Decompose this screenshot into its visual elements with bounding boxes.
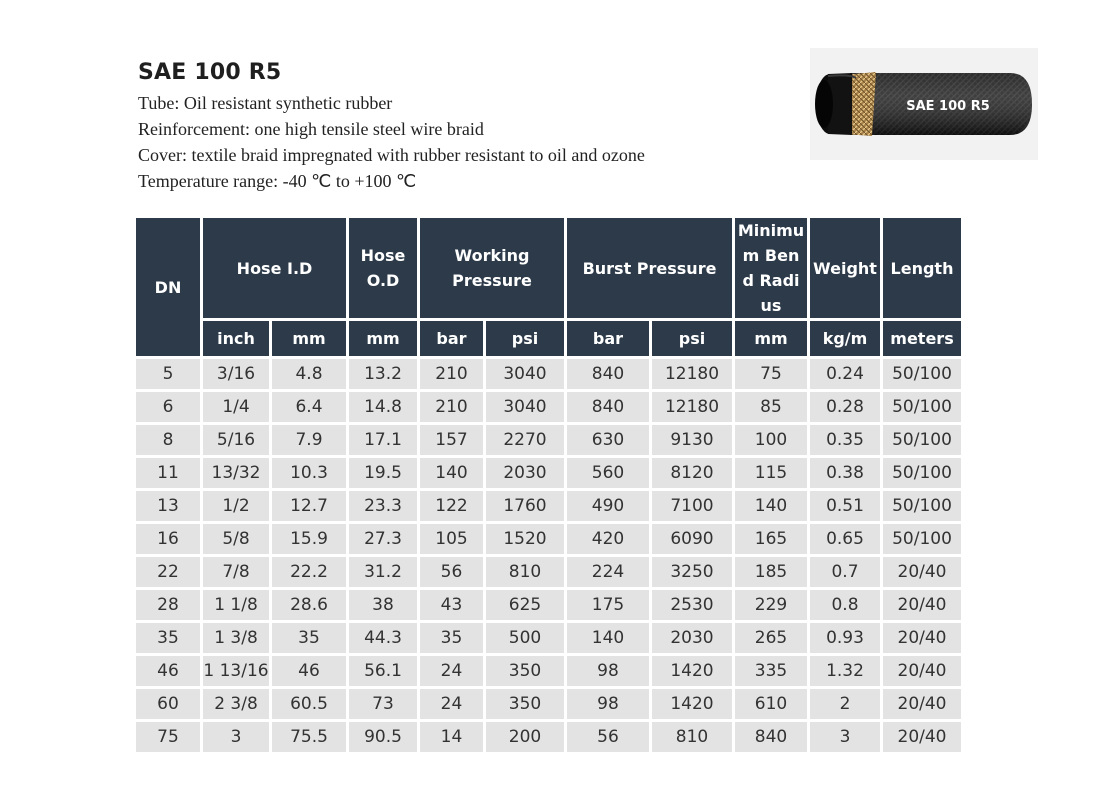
table-cell: 14 <box>420 722 483 752</box>
table-cell: 200 <box>486 722 564 752</box>
unit-kg-m: kg/m <box>810 321 880 356</box>
table-cell: 20/40 <box>883 557 961 587</box>
table-cell: 20/40 <box>883 590 961 620</box>
table-cell: 2030 <box>486 458 564 488</box>
spec-table-body <box>136 359 961 752</box>
table-cell: 60 <box>136 689 200 719</box>
table-cell: 22.2 <box>272 557 346 587</box>
table-cell: 28 <box>136 590 200 620</box>
table-cell: 0.7 <box>810 557 880 587</box>
unit-mm: mm <box>349 321 417 356</box>
col-weight: Weight <box>810 218 880 318</box>
table-cell: 8 <box>136 425 200 455</box>
table-cell: 85 <box>735 392 807 422</box>
table-cell: 44.3 <box>349 623 417 653</box>
table-cell: 35 <box>272 623 346 653</box>
spec-tube: Tube: Oil resistant synthetic rubber <box>138 93 393 113</box>
table-cell: 224 <box>567 557 649 587</box>
table-cell: 3040 <box>486 359 564 389</box>
table-cell: 610 <box>735 689 807 719</box>
table-cell: 6.4 <box>272 392 346 422</box>
table-cell: 35 <box>136 623 200 653</box>
spec-temperature: Temperature range: -40 ℃ to +100 ℃ <box>138 171 417 191</box>
table-row <box>136 425 961 455</box>
table-cell: 98 <box>567 689 649 719</box>
table-cell: 2530 <box>652 590 732 620</box>
table-cell: 24 <box>420 689 483 719</box>
table-cell: 840 <box>567 359 649 389</box>
table-cell: 100 <box>735 425 807 455</box>
table-row <box>136 590 961 620</box>
spec-cover: Cover: textile braid impregnated with rubber resistant to oil and ozone <box>138 145 645 165</box>
hose-product-image <box>810 48 1038 160</box>
table-cell: 7100 <box>652 491 732 521</box>
table-cell: 50/100 <box>883 425 961 455</box>
table-cell: 0.28 <box>810 392 880 422</box>
unit-mm: mm <box>272 321 346 356</box>
unit-meters: meters <box>883 321 961 356</box>
table-cell: 14.8 <box>349 392 417 422</box>
table-cell: 1520 <box>486 524 564 554</box>
unit-psi: psi <box>652 321 732 356</box>
table-cell: 50/100 <box>883 491 961 521</box>
table-cell: 75 <box>136 722 200 752</box>
table-cell: 2 3/8 <box>203 689 269 719</box>
table-cell: 50/100 <box>883 359 961 389</box>
table-cell: 0.93 <box>810 623 880 653</box>
table-cell: 265 <box>735 623 807 653</box>
table-cell: 5/8 <box>203 524 269 554</box>
table-cell: 0.24 <box>810 359 880 389</box>
table-row <box>136 359 961 389</box>
table-cell: 7.9 <box>272 425 346 455</box>
table-cell: 5/16 <box>203 425 269 455</box>
table-cell: 12180 <box>652 392 732 422</box>
table-cell: 60.5 <box>272 689 346 719</box>
table-cell: 50/100 <box>883 458 961 488</box>
table-cell: 75 <box>735 359 807 389</box>
table-cell: 20/40 <box>883 656 961 686</box>
table-cell: 31.2 <box>349 557 417 587</box>
table-cell: 140 <box>735 491 807 521</box>
table-row <box>136 689 961 719</box>
table-cell: 15.9 <box>272 524 346 554</box>
table-cell: 0.35 <box>810 425 880 455</box>
table-cell: 105 <box>420 524 483 554</box>
table-cell: 16 <box>136 524 200 554</box>
col-burst-pressure: Burst Pressure <box>567 218 732 318</box>
table-cell: 20/40 <box>883 689 961 719</box>
table-cell: 1 13/16 <box>203 656 269 686</box>
table-cell: 1 1/8 <box>203 590 269 620</box>
table-cell: 1/4 <box>203 392 269 422</box>
table-cell: 3 <box>810 722 880 752</box>
table-cell: 10.3 <box>272 458 346 488</box>
table-row <box>136 491 961 521</box>
table-cell: 20/40 <box>883 623 961 653</box>
table-cell: 3/16 <box>203 359 269 389</box>
table-row <box>136 656 961 686</box>
col-hose-od: Hose O.D <box>349 218 417 318</box>
table-row <box>136 722 961 752</box>
table-cell: 810 <box>652 722 732 752</box>
table-cell: 13.2 <box>349 359 417 389</box>
table-cell: 1/2 <box>203 491 269 521</box>
table-cell: 140 <box>567 623 649 653</box>
unit-bar: bar <box>567 321 649 356</box>
table-cell: 5 <box>136 359 200 389</box>
page-title: SAE 100 R5 <box>138 60 282 85</box>
spec-description <box>138 90 645 194</box>
table-cell: 35 <box>420 623 483 653</box>
units-row <box>136 321 961 356</box>
table-row <box>136 392 961 422</box>
table-cell: 0.8 <box>810 590 880 620</box>
table-cell: 27.3 <box>349 524 417 554</box>
table-cell: 90.5 <box>349 722 417 752</box>
table-cell: 75.5 <box>272 722 346 752</box>
table-cell: 350 <box>486 689 564 719</box>
table-row <box>136 557 961 587</box>
table-cell: 12180 <box>652 359 732 389</box>
table-cell: 43 <box>420 590 483 620</box>
table-cell: 23.3 <box>349 491 417 521</box>
table-cell: 122 <box>420 491 483 521</box>
col-dn: DN <box>136 218 200 356</box>
table-cell: 500 <box>486 623 564 653</box>
table-cell: 4.8 <box>272 359 346 389</box>
table-cell: 229 <box>735 590 807 620</box>
table-cell: 420 <box>567 524 649 554</box>
table-cell: 6 <box>136 392 200 422</box>
table-cell: 210 <box>420 392 483 422</box>
table-cell: 210 <box>420 359 483 389</box>
col-working-pressure: Working Pressure <box>420 218 564 318</box>
table-cell: 1.32 <box>810 656 880 686</box>
hose-label: SAE 100 R5 <box>906 99 990 114</box>
spec-table <box>133 215 964 755</box>
unit-mm: mm <box>735 321 807 356</box>
table-cell: 185 <box>735 557 807 587</box>
table-cell: 19.5 <box>349 458 417 488</box>
table-cell: 50/100 <box>883 392 961 422</box>
unit-bar: bar <box>420 321 483 356</box>
table-cell: 350 <box>486 656 564 686</box>
table-cell: 1 3/8 <box>203 623 269 653</box>
table-cell: 46 <box>272 656 346 686</box>
table-cell: 56.1 <box>349 656 417 686</box>
table-cell: 175 <box>567 590 649 620</box>
table-cell: 0.65 <box>810 524 880 554</box>
table-cell: 22 <box>136 557 200 587</box>
table-cell: 810 <box>486 557 564 587</box>
table-row <box>136 458 961 488</box>
table-cell: 165 <box>735 524 807 554</box>
table-cell: 56 <box>420 557 483 587</box>
table-cell: 11 <box>136 458 200 488</box>
header-row <box>136 218 961 318</box>
col-bend-radius: Minimum Bend Radius <box>735 218 807 318</box>
table-cell: 1420 <box>652 656 732 686</box>
table-cell: 46 <box>136 656 200 686</box>
col-hose-id: Hose I.D <box>203 218 346 318</box>
table-cell: 1420 <box>652 689 732 719</box>
table-cell: 98 <box>567 656 649 686</box>
table-cell: 3250 <box>652 557 732 587</box>
table-cell: 28.6 <box>272 590 346 620</box>
table-cell: 8120 <box>652 458 732 488</box>
table-cell: 50/100 <box>883 524 961 554</box>
table-cell: 0.51 <box>810 491 880 521</box>
table-cell: 73 <box>349 689 417 719</box>
table-row <box>136 623 961 653</box>
table-cell: 56 <box>567 722 649 752</box>
table-cell: 3 <box>203 722 269 752</box>
table-cell: 24 <box>420 656 483 686</box>
table-cell: 13/32 <box>203 458 269 488</box>
table-cell: 38 <box>349 590 417 620</box>
table-cell: 840 <box>735 722 807 752</box>
unit-psi: psi <box>486 321 564 356</box>
table-cell: 2270 <box>486 425 564 455</box>
table-cell: 2030 <box>652 623 732 653</box>
table-cell: 7/8 <box>203 557 269 587</box>
table-cell: 560 <box>567 458 649 488</box>
table-cell: 140 <box>420 458 483 488</box>
table-row <box>136 524 961 554</box>
spec-reinforcement: Reinforcement: one high tensile steel wire braid <box>138 119 484 139</box>
table-cell: 1760 <box>486 491 564 521</box>
col-length: Length <box>883 218 961 318</box>
table-cell: 2 <box>810 689 880 719</box>
table-cell: 3040 <box>486 392 564 422</box>
table-cell: 12.7 <box>272 491 346 521</box>
table-cell: 490 <box>567 491 649 521</box>
table-cell: 9130 <box>652 425 732 455</box>
table-cell: 115 <box>735 458 807 488</box>
table-cell: 20/40 <box>883 722 961 752</box>
table-cell: 17.1 <box>349 425 417 455</box>
table-cell: 625 <box>486 590 564 620</box>
table-cell: 0.38 <box>810 458 880 488</box>
table-cell: 630 <box>567 425 649 455</box>
table-cell: 6090 <box>652 524 732 554</box>
table-cell: 13 <box>136 491 200 521</box>
table-cell: 335 <box>735 656 807 686</box>
table-cell: 840 <box>567 392 649 422</box>
table-cell: 157 <box>420 425 483 455</box>
unit-inch: inch <box>203 321 269 356</box>
